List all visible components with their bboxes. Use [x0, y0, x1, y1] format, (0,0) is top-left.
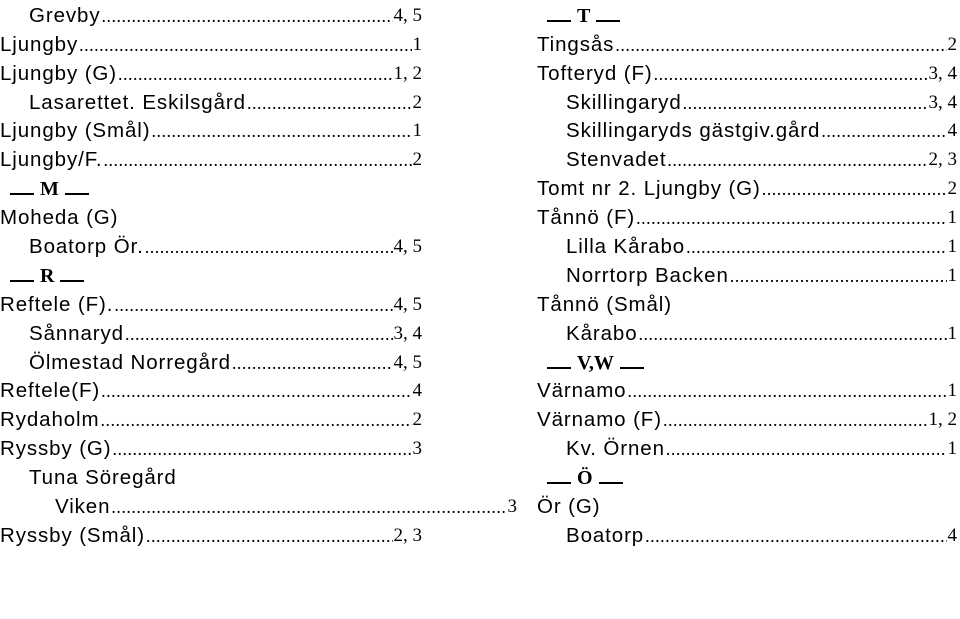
entry-name: Tingsås: [537, 32, 615, 56]
index-entry: [537, 58, 957, 87]
index-entry: [0, 462, 422, 491]
index-entry: [0, 29, 422, 58]
dot-leader: [686, 234, 946, 260]
entry-name: Lasarettet. Eskilsgård: [29, 90, 246, 114]
index-entry: [0, 0, 422, 29]
entry-name: Ljungby (Smål): [0, 119, 151, 143]
index-entry: [0, 144, 422, 173]
section-letter: M: [40, 178, 59, 201]
entry-name: Skillingaryds gästgiv.gård: [566, 119, 821, 143]
entry-page-numbers: 3: [412, 438, 422, 460]
entry-page-numbers: 2: [947, 33, 957, 55]
entry-name: Ölmestad Norregård: [29, 350, 231, 374]
dot-leader: [101, 407, 412, 433]
entry-name: Skillingaryd: [566, 90, 682, 114]
section-dash: [10, 280, 34, 282]
dot-leader: [113, 436, 412, 462]
entry-name: Värnamo (F): [537, 408, 662, 432]
index-entry: [0, 231, 422, 260]
section-letter: Ö: [577, 467, 593, 490]
entry-page-numbers: 3, 4: [928, 91, 957, 113]
entry-name: Moheda (G): [0, 206, 119, 230]
entry-name: Boatorp: [566, 523, 645, 547]
entry-name: Tomt nr 2. Ljungby (G): [537, 177, 761, 201]
index-entry: [537, 520, 957, 549]
entry-name: Kv. Örnen: [566, 437, 665, 461]
section-dash: [65, 193, 89, 195]
dot-leader: [146, 523, 393, 549]
entry-name: Stenvadet: [566, 148, 667, 172]
index-entry: [537, 491, 957, 520]
index-entry: [0, 520, 422, 549]
entry-page-numbers: 2: [412, 409, 422, 431]
index-entry: [0, 376, 422, 405]
section-heading-r: [0, 260, 422, 289]
entry-name: Sånnaryd: [29, 321, 124, 345]
entry-name: Reftele (F).: [0, 292, 114, 316]
section-dash: [10, 193, 34, 195]
section-dash: [547, 367, 571, 369]
entry-name: Tuna Söregård: [29, 466, 177, 490]
entry-page-numbers: 1: [947, 380, 957, 402]
index-entry: [0, 404, 422, 433]
dot-leader: [666, 436, 947, 462]
section-dash: [60, 280, 84, 282]
section-heading-o: [537, 462, 957, 491]
entry-name: Värnamo: [537, 379, 627, 403]
index-entry: [0, 347, 422, 376]
entry-name: Viken: [55, 495, 111, 519]
index-entry: [537, 116, 957, 145]
index-entry: [0, 116, 422, 145]
index-entry: [537, 202, 957, 231]
index-entry: [537, 29, 957, 58]
section-letter: V,W: [577, 351, 614, 374]
dot-leader: [125, 321, 393, 347]
section-dash: [596, 20, 620, 22]
dot-leader: [667, 147, 927, 173]
index-entry: [537, 173, 957, 202]
index-column-right: [537, 0, 957, 549]
index-entry: [0, 318, 422, 347]
entry-page-numbers: 4, 5: [393, 4, 422, 26]
dot-leader: [79, 32, 411, 58]
entry-name: Kårabo: [566, 321, 638, 345]
entry-name: Boatorp Ör.: [29, 235, 144, 259]
entry-page-numbers: 4, 5: [393, 351, 422, 373]
dot-leader: [645, 523, 946, 549]
entry-name: Tånnö (Smål): [537, 292, 672, 316]
index-entry: [537, 404, 957, 433]
dot-leader: [639, 321, 947, 347]
entry-page-numbers: 1: [947, 264, 957, 286]
entry-page-numbers: 2: [412, 91, 422, 113]
entry-name: Norrtorp Backen: [566, 263, 729, 287]
dot-leader: [103, 147, 411, 173]
dot-leader: [118, 61, 392, 87]
index-entry: [0, 433, 422, 462]
entry-page-numbers: 2, 3: [928, 149, 957, 171]
index-entry: [0, 491, 517, 520]
entry-name: Rydaholm: [0, 408, 100, 432]
entry-page-numbers: 2, 3: [393, 524, 422, 546]
entry-name: Reftele(F): [0, 379, 101, 403]
entry-page-numbers: 3, 4: [393, 322, 422, 344]
entry-page-numbers: 4, 5: [393, 293, 422, 315]
entry-page-numbers: 4: [412, 380, 422, 402]
dot-leader: [654, 61, 928, 87]
entry-name: Tånnö (F): [537, 206, 636, 230]
index-entry: [0, 87, 422, 116]
dot-leader: [232, 350, 393, 376]
entry-page-numbers: 3, 4: [928, 62, 957, 84]
entry-page-numbers: 2: [947, 178, 957, 200]
entry-page-numbers: 1: [947, 322, 957, 344]
dot-leader: [247, 90, 412, 116]
dot-leader: [151, 118, 411, 144]
entry-page-numbers: 1: [412, 33, 422, 55]
section-letter: T: [577, 4, 591, 27]
index-column-left: [0, 0, 517, 549]
section-heading-v-w: [537, 347, 957, 376]
dot-leader: [114, 292, 392, 318]
index-entry: [537, 289, 957, 318]
entry-page-numbers: 1, 2: [928, 409, 957, 431]
entry-page-numbers: 1: [412, 120, 422, 142]
entry-page-numbers: 3: [507, 496, 517, 518]
entry-page-numbers: 1: [947, 207, 957, 229]
index-entry: [537, 433, 957, 462]
index-entry: [537, 144, 957, 173]
entry-page-numbers: 1: [947, 236, 957, 258]
dot-leader: [762, 176, 947, 202]
section-heading-t: [537, 0, 957, 29]
entry-name: Ljungby/F.: [0, 148, 103, 172]
dot-leader: [111, 494, 506, 520]
entry-name: Tofteryd (F): [537, 61, 653, 85]
entry-page-numbers: 4: [947, 120, 957, 142]
index-entry: [537, 376, 957, 405]
section-dash: [599, 482, 623, 484]
entry-name: Ryssby (G): [0, 437, 112, 461]
index-entry: [0, 58, 422, 87]
entry-name: Lilla Kårabo: [566, 235, 686, 259]
entry-name: Ör (G): [537, 495, 601, 519]
entry-page-numbers: 1: [947, 438, 957, 460]
section-dash: [547, 20, 571, 22]
dot-leader: [730, 263, 947, 289]
index-entry: [537, 87, 957, 116]
section-letter: R: [40, 264, 55, 287]
dot-leader: [627, 378, 946, 404]
index-entry: [537, 260, 957, 289]
entry-page-numbers: 4, 5: [393, 236, 422, 258]
entry-page-numbers: 4: [947, 524, 957, 546]
dot-leader: [636, 205, 946, 231]
dot-leader: [145, 234, 393, 260]
dot-leader: [101, 378, 411, 404]
index-entry: [537, 231, 957, 260]
entry-name: Ljungby (G): [0, 61, 118, 85]
dot-leader: [615, 32, 946, 58]
entry-page-numbers: 1, 2: [393, 62, 422, 84]
index-entry: [0, 289, 422, 318]
section-dash: [620, 367, 644, 369]
section-dash: [547, 482, 571, 484]
entry-name: Ljungby: [0, 32, 79, 56]
dot-leader: [821, 118, 946, 144]
dot-leader: [683, 90, 928, 116]
index-entry: [0, 202, 422, 231]
entry-name: Ryssby (Smål): [0, 523, 145, 547]
entry-name: Grevby: [29, 3, 101, 27]
entry-page-numbers: 2: [412, 149, 422, 171]
dot-leader: [101, 3, 392, 29]
index-entry: [537, 318, 957, 347]
section-heading-m: [0, 173, 422, 202]
dot-leader: [663, 407, 928, 433]
